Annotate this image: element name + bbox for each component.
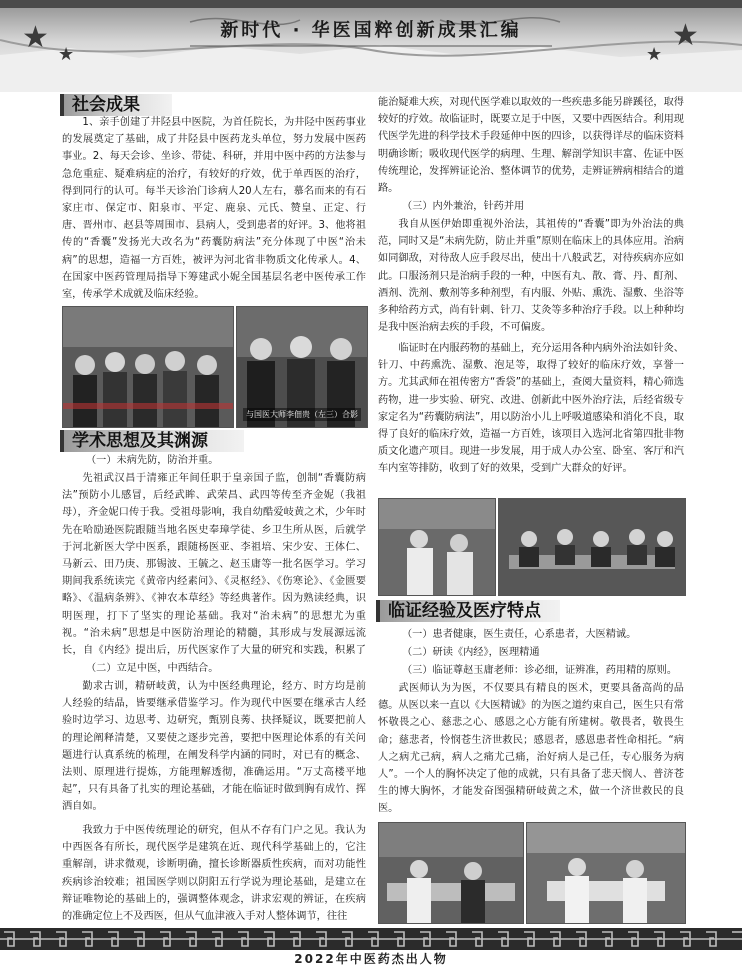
- header-banner: [0, 0, 742, 92]
- star-icon: ★: [646, 44, 663, 65]
- academic-paragraph-5: 我自从医伊始即重视外治法，其祖传的“香囊”即为外治法的典范，同时又是“未病先防，防止并重”原则在临床上的具体应用。治病如同御敌，对待敌人应手段尽出，使出十八般武艺，对待疾病亦应如此。口服汤剂只是治病手段的一种，中医有丸、散、膏、丹、酊剂、酒剂、洗剂、敷剂等多种剂型，有内服、外贴、熏洗、湿敷、坐浴等多种给药方式，尚有针刺、针刀、艾灸等多种治疗手段。以上种种均是我中医治病去疾的手段，不可偏废。: [378, 219, 684, 334]
- photo-patient-visit: [378, 822, 524, 924]
- photo-with-master: [236, 306, 368, 428]
- section-title-academic: 学术思想及其渊源: [60, 430, 244, 452]
- academic-paragraph-3: 我致力于中医传统理论的研究，但从不存有门户之见。我认为中西医各有所长，现代医学是建筑在近、现代科学基础上的，它注重解剖，讲求微观，诊断明确，擅长诊断器质性疾病，而对功能性疾病诊治较难；祖国医学则以阴阳五行学说为理论基础，是建立在辩证唯物论的基础上的，强调整体观念，讲求宏观的辨证，在疾病的准确定位上不及西医，但从气血津液入手对人整体调节，往往: [62, 825, 366, 923]
- clinical-point-2: （二）研读《内经》，医理精通: [402, 647, 540, 658]
- footer-pattern-band: [0, 928, 742, 950]
- section-title-social: 社会成果: [60, 94, 172, 116]
- social-achievements-text: 1、亲手创建了井陉县中医院，为首任院长，为井陉中医药事业的发展奠定了基础，成了井陉县中医药龙头单位，努力发展中医药事业。2、每天会诊、坐诊、带徒、科研，并用中医中药的方法参与急危重症、疑难病症的治疗，有较好的疗效，优于单西医的治疗，得到同行的认可。每半天诊治门诊病人20人左右，慕名而来的有石家庄市、保定市、阳泉市、平定、鹿泉、元氏、赞皇、正定、行唐、晋州市、赵县等周围市、县病人，受到患者的好评。3、他将祖传的“香囊”发扬光大改名为“药囊防病法”充分体现了中医“治未病”的思想，造福一方百姓，被评为河北省非物质文化传承人。4、在国家中医药管理局指导下筹建武小妮全国基层名老中医传承工作室，传承学术成就及临床经验。: [62, 117, 366, 301]
- photo-caption: 与国医大师李佃贵（左三）合影: [243, 408, 361, 421]
- clinical-point-1: （一）患者健康，医生责任，心系患者，大医精诚。: [402, 629, 637, 640]
- academic-subheading-1: （一）未病先防，防治并重。: [86, 455, 219, 466]
- photo-treatment-room: [378, 498, 496, 596]
- clinical-paragraph: 武医师认为为医，不仅要具有精良的医术，更要具备高尚的品德。从医以来一直以《大医精诚》的为医之道约束自己，医生只有常怀敬畏之心、慈悲之心、感恩之心方能有所建树。敬畏者，敬畏生命；慈悲者，怜悯苍生济世救民；感恩者，感恩患者性命相托。“病人之病尤己病，病人之痛尤己痛，治好病人是己任，专心服务为病人”。一个人的胸怀决定了他的成就，只有具备了悲天悯人、普济苍生的博大胸怀，才能发奋图强精研岐黄之术，做一个济世救民的良医。: [378, 683, 684, 815]
- academic-subheading-2: （二）立足中医，中西结合。: [86, 663, 219, 674]
- academic-paragraph-6: 临证时在内服药物的基础上，充分运用各种内病外治法如针灸、针刀、中药熏洗、湿敷、泡足等，取得了较好的临床疗效，享誉一方。尤其武师在祖传密方“香袋”的基础上，查阅大量资料，精心筛选药物，进一步实验、研究、改进、创新此中医外治疗法，后经省级专家定名为“药囊防病法”，用以防治小儿上呼吸道感染和消化不良，取得了良好的临床疗效，造福一方百姓，该项目入选河北省第四批非物质文化遗产项目。现进一步发展，用于成人办公室、卧室、客厅和汽车内室等排防，收到了好的效果，受到广大群众的好评。: [378, 343, 684, 475]
- star-icon: ★: [58, 44, 75, 65]
- section-title-clinical: 临证经验及医疗特点: [376, 600, 560, 622]
- banner-background: [0, 0, 742, 92]
- academic-paragraph-1: 先祖武汉昌于清雍正年间任职于皇亲国子监，创制“香囊防病法”预防小儿感冒，后经武眸、武荣昌、武四等传至齐金妮（我祖母），齐金妮口传于我。受祖母影响，我自幼酷爱岐黄之术，少年时先在哈励逊医院跟随当地名医史奉璋学徒、乡卫生所从医，后就学于河北新医大学中医系，跟随杨医亚、李祖培、宋少安、王体仁、马新云、田乃庚、那锡波、王毓之、赵玉庸等一批名医学习。学习期间我系统读完《黄帝内经素问》、《灵枢经》、《伤寒论》、《金匮要略》、《温病条辨》、《神农本草经》等经典著作。因为熟读经典，识明医理，打下了坚实的理论基础。我对“治未病”的思想尤为重视。“治未病”思想是中医防治理论的精髓，其形成与发展源远流长，自《内经》提出后，历代医家作了大量的研究和实践，积累了: [62, 473, 366, 657]
- page-header-title: 新时代 · 华医国粹创新成果汇编: [220, 20, 522, 41]
- academic-paragraph-2: 勤求古训，精研岐黄，认为中医经典理论，经方、时方均是前人经验的结晶，皆要继承借鉴学习。作为现代中医要在继承古人经验时边学习、边思考、边研究，甄别良莠、抉择疑议，既要把前人的理论阐释清楚，又要使之逐步完善，要把中医理论体系的有关问题进行认真系统的梳理，在阐发科学内涵的同时，对已有的概念、法则、原理进行提炼，方能理解透彻，准确运用。“万丈高楼平地起”，只有具备了扎实的理论基础，才能在临证时做到胸有成竹、挥洒自如。: [62, 681, 366, 813]
- academic-subheading-3: （三）内外兼治，针药并用: [402, 201, 525, 212]
- photo-meeting: [498, 498, 686, 596]
- photo-clinic-ward: [526, 822, 686, 924]
- star-icon: ★: [22, 20, 49, 55]
- clinical-point-3: （三）临证尊赵玉庸老师：诊必细，证辨准，药用精的原则。: [402, 665, 678, 676]
- star-icon: ★: [672, 18, 699, 53]
- photo-group-award: [62, 306, 234, 428]
- academic-paragraph-4: 能治疑难大疾，对现代医学难以取效的一些疾患多能另辟蹊径，取得较好的疗效。故临证时，既要立足于中医，又要中西医结合。利用现代医学先进的科学技术手段延伸中医的四诊，以获得详尽的临床资料明确诊断；吸收现代医学的病理、生理、解剖学知识丰富、佐证中医传统理论，发挥辨证论治、整体调节的优势，走辨证辨病相结合的道路。: [378, 97, 684, 195]
- footer-title: 2022年中医药杰出人物: [294, 952, 448, 966]
